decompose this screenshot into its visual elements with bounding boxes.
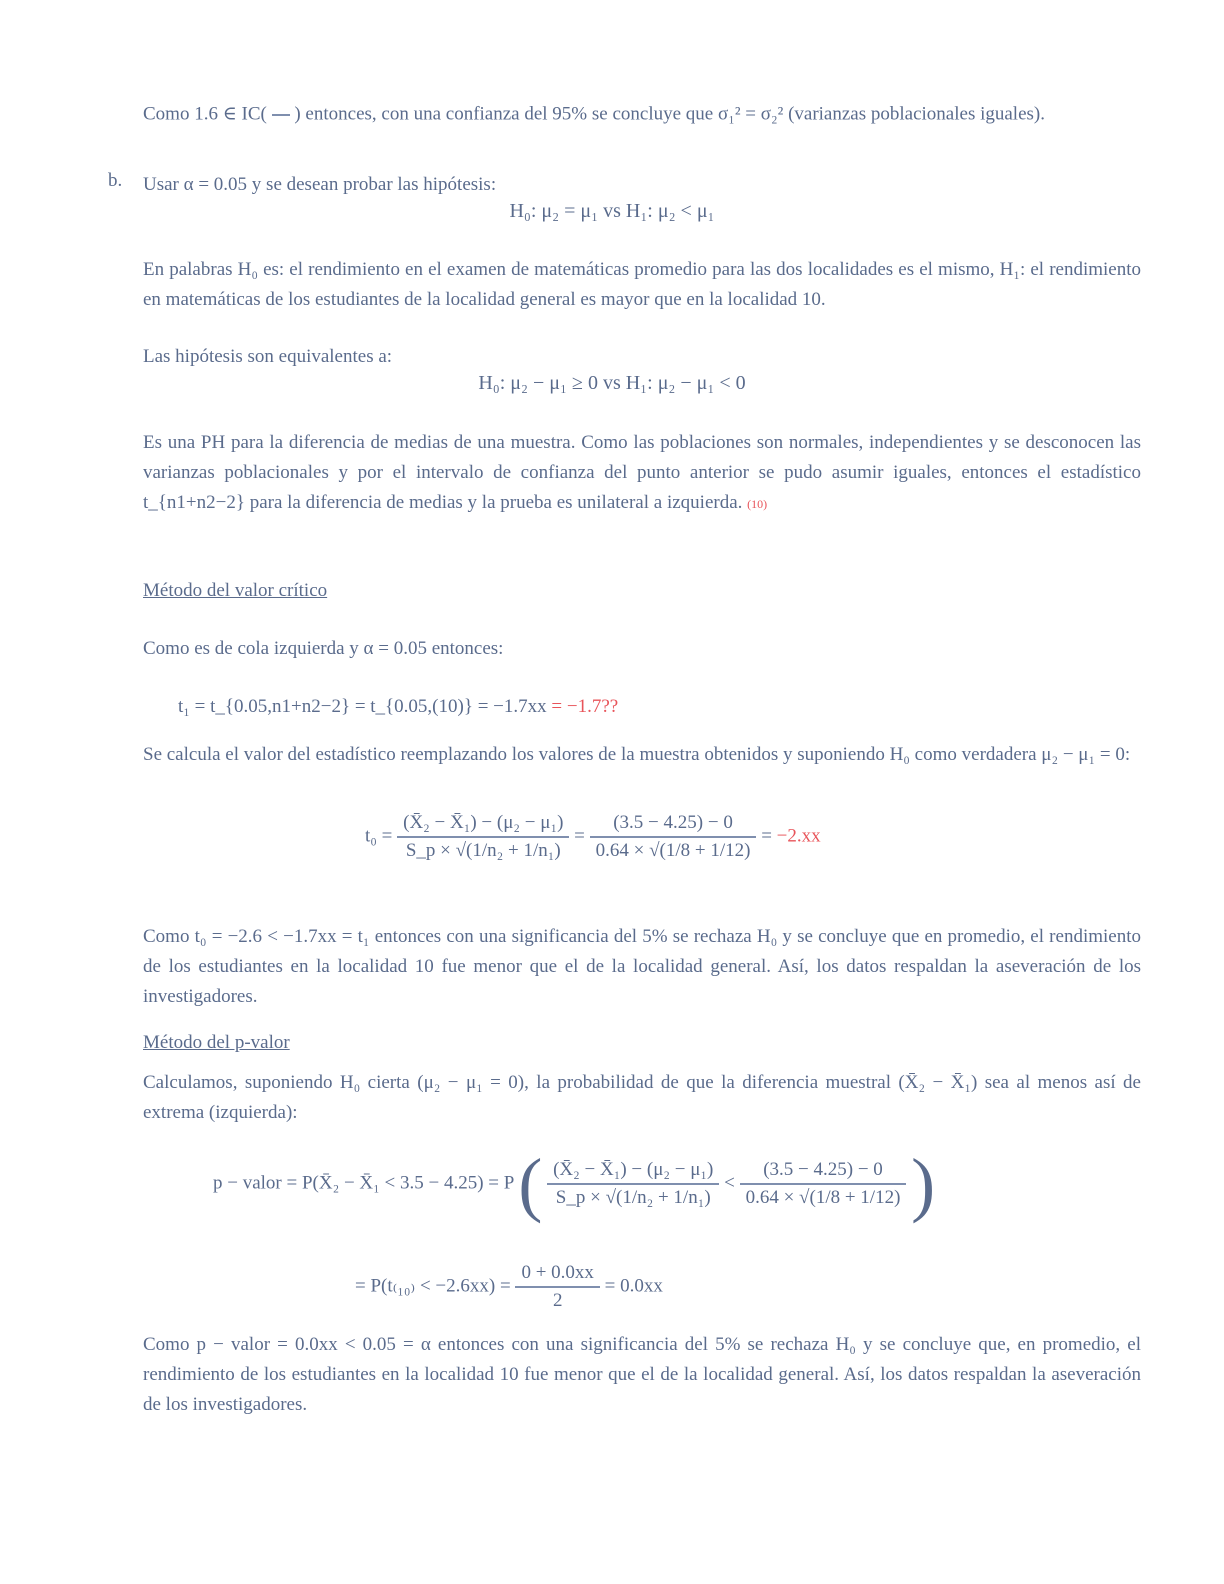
critical-value-line: t₁ = t_{0.05,n1+n2−2} = t_{0.05,(10)} = −1.7xx = −1.7?? [178, 696, 619, 717]
hypotheses-line-2: H₀: μ₂ − μ₁ ≥ 0 vs H₁: μ₂ − μ₁ < 0 [478, 372, 746, 394]
hypotheses-line-1: H₀: μ₂ = μ₁ vs H₁: μ₂ < μ₁ [509, 200, 715, 222]
item-b-marker: b. [108, 170, 123, 191]
critical-conclusion: Como t₀ = −2.6 < −1.7xx = t₁ entonces con una significancia del 5% se rechaza H₀ y se concluye que en promedio, el rendimiento de los estudiantes en la localidad 10 fue menor que el de la localidad general. Así, los datos respaldan la aseveración de los investigadores. [143, 926, 1141, 1007]
statistic-intro: Se calcula el valor del estadístico reemplazando los valores de la muestra obtenidos y suponiendo H₀ como verdadera μ₂ − μ₁ = 0: [143, 744, 1131, 765]
p-value-formula-line-2: = P(t₍₁₀₎ < −2.6xx) = $\frac{0 + 0.0xx}{2}$ = 0.0xx [355, 1262, 663, 1311]
critical-value-heading: Método del valor crítico [143, 580, 328, 601]
t-statistic-formula: t₀ = $\frac{\text{(X̄₂ − X̄₁) − (μ₂ − μ₁)}}{\text{S\_p × √(1/n₂ + 1/n₁)}}$ = $\frac{(3.5 - 4.25) - 0}{0.64 \times √(1/8 + 1/12)}$ = −2.xx [365, 812, 821, 861]
p-value-conclusion: Como p − valor = 0.0xx < 0.05 = α entonces con una significancia del 5% se rechaza H₀ y se concluye que, en promedio, el rendimiento de los estudiantes en la localidad 10 fue menor que el de la localidad general. Así, los datos respaldan la aseveración de los investigadores. [143, 1334, 1141, 1415]
confidence-interval-fraction [272, 82, 290, 148]
item-b-intro: Usar α = 0.05 y se desean probar las hipótesis: [143, 174, 497, 195]
p-value-intro: Calculamos, suponiendo H₀ cierta (μ₂ − μ₁ = 0), la probabilidad de que la diferencia muestral (X̄₂ − X̄₁) sea al menos así de extrema (izquierda): [143, 1072, 1141, 1123]
formula-general-fraction: $\frac{\text{(X̄₂ − X̄₁) − (μ₂ − μ₁)}}{\text{S\_p × √(1/n₂ + 1/n₁)}}$ [397, 812, 569, 862]
equivalent-intro: Las hipótesis son equivalentes a: [143, 346, 393, 367]
p-value-heading: Método del p-valor [143, 1032, 290, 1053]
critical-intro: Como es de cola izquierda y α = 0.05 entonces: [143, 638, 504, 659]
test-explanation: Es una PH para la diferencia de medias de una muestra. Como las poblaciones son normales, independientes y se desconocen las varianzas poblacionales y por el intervalo de confianza del punto anterior se pudo asumir iguales, entonces el estadístico t_{n1+n2−2} para la diferencia de medias y la prueba es unilateral a izquierda. (10) [143, 432, 1141, 513]
formula-substituted-fraction: $\frac{(3.5 - 4.25) - 0}{0.64 \times √(1/8 + 1/12)}$ [590, 812, 757, 862]
p-value-formula-line-1: p − valor = P(X̄₂ − X̄₁ < 3.5 − 4.25) = P ( $\frac{\text{(X̄₂ − X̄₁) − (μ₂ − μ₁)}}{\text{S\_p × √(1/n₂ + 1/n₁)}}$ < $\frac{(3.5 - 4.25) - 0}{0.64 \times √(1/8 + 1/12)}$ ) [213, 1144, 936, 1224]
paragraph-variance-conclusion: Como 1.6 ∈ IC( ) entonces, con una confianza del 95% se concluye que σ₁² = σ₂² (varianzas poblacionales iguales). [143, 82, 1141, 148]
hypotheses-description: En palabras H₀ es: el rendimiento en el examen de matemáticas promedio para las dos localidades es el mismo, H₁: el rendimiento en matemáticas de los estudiantes de la localidad general es mayor que en la localidad 10. [143, 259, 1141, 310]
